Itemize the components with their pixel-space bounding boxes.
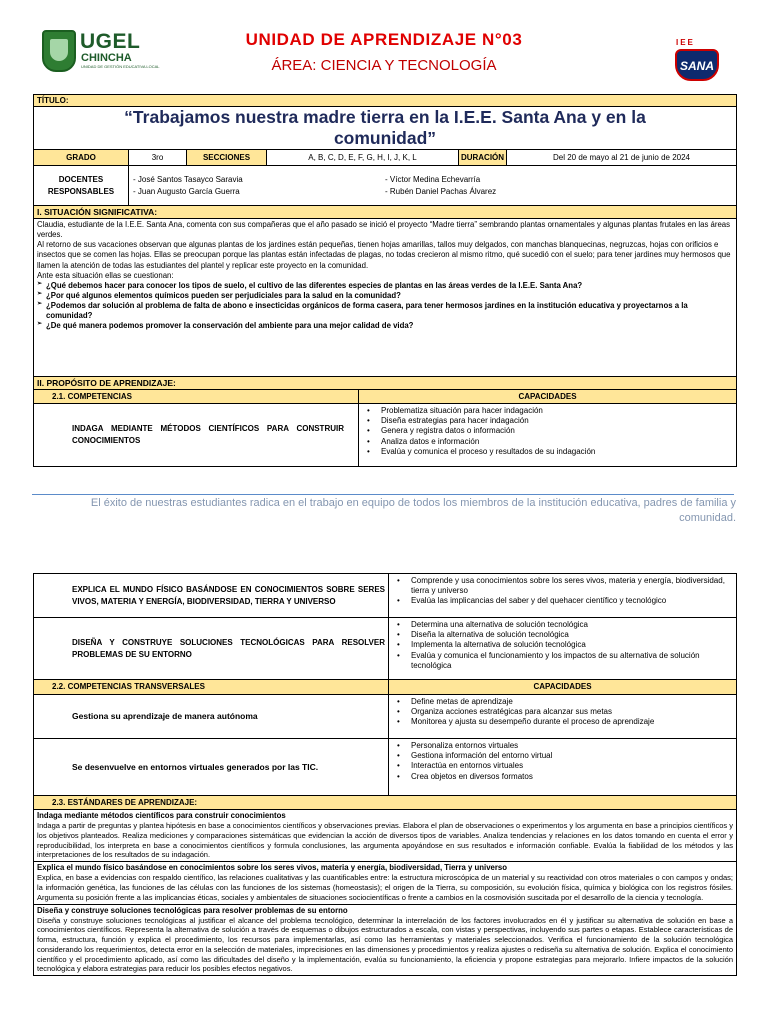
page-header (0, 0, 768, 92)
transversales-label: 2.2. COMPETENCIAS TRANSVERSALES (34, 680, 389, 695)
secciones-value: A, B, C, D, E, F, G, H, I, J, K, L (267, 150, 459, 166)
estandar-text: Indaga a partir de preguntas y plantea hipótesis en base a conocimientos científicos y observaciones previas. Elabora el plan de observaciones o experimentos y los argumenta en base a principios científicos y los objetivos planteados. Realiza mediciones y comparaciones sistemáticas que evidencian la acción de diversos tipos de variables. Analiza tendencias y relaciones en los datos tomando en cuenta el error y reproducibilidad, los interpreta en base a conocimientos científicos y formula conclusiones, las argumenta apoyándose en sus resultados e información confiable. Evalúa la fiabilidad de los métodos y las interpretaciones de los resultados de su indagación. (37, 821, 733, 860)
transversal-gestiona: Gestiona su aprendizaje de manera autónoma (34, 695, 389, 739)
footer-divider (32, 494, 734, 495)
capacidades-label-2: CAPACIDADES (389, 680, 737, 695)
duracion-label: DURACIÓN (459, 150, 507, 166)
capacidades-explica (389, 574, 737, 618)
school-logo-sana: SANA (679, 59, 714, 73)
docentes-label: DOCENTES RESPONSABLES (34, 166, 129, 206)
competencias-label: 2.1. COMPETENCIAS (34, 390, 359, 404)
ugel-logo-small: UNIDAD DE GESTIÓN EDUCATIVA LOCAL (81, 64, 160, 69)
capacidad-item: • Evalúa y comunica el funcionamiento y los impactos de su alternativa de solución tecnológica (389, 651, 736, 671)
capacidad-item: • Organiza acciones estratégicas para alcanzar sus metas (389, 707, 736, 717)
unit-main-title: “Trabajamos nuestra madre tierra en la I.E.E. Santa Ana y en la comunidad” (34, 107, 737, 150)
grado-label: GRADO (34, 150, 129, 166)
question-item: ➢ ¿De qué manera podemos promover la conservación del ambiente para una mejor calidad de vida? (37, 321, 733, 331)
capacidad-item: • Implementa la alternativa de solución tecnológica (389, 640, 736, 650)
secciones-label: SECCIONES (187, 150, 267, 166)
proposito-heading: II. PROPÓSITO DE APRENDIZAJE: (34, 377, 737, 390)
docente-name: - José Santos Tasayco Saravia (133, 174, 243, 184)
capacidad-item: • Interactúa en entornos virtuales (389, 761, 736, 771)
estandar-title: Explica el mundo físico basándose en conocimientos sobre los seres vivos, materia y energía, biodiversidad, Tierra y universo (37, 863, 508, 873)
grado-value: 3ro (129, 150, 187, 166)
transversal-tic: Se desenvuelve en entornos virtuales generados por las TIC. (34, 739, 389, 796)
estandares-label: 2.3. ESTÁNDARES DE APRENDIZAJE: (34, 796, 737, 810)
capacidad-item: • Personaliza entornos virtuales (389, 741, 736, 751)
estandar-explica (34, 862, 737, 904)
school-logo (672, 38, 722, 86)
school-logo-iee: IEE (676, 38, 695, 47)
situacion-body (34, 219, 737, 377)
footer-motto: El éxito de nuestras estudiantes radica en el trabajo en equipo de todos los miembros de la institución educativa, padres de familia y comunidad. (90, 497, 736, 524)
unit-table-page1 (33, 94, 737, 467)
estandar-disena (34, 904, 737, 976)
docente-name: - Juan Augusto García Guerra (133, 186, 240, 196)
unit-table-page2 (33, 573, 737, 976)
docente-name: - Rubén Daniel Pachas Álvarez (385, 186, 497, 196)
capacidades-disena (389, 618, 737, 680)
area-title: ÁREA: CIENCIA Y TECNOLOGÍA (271, 57, 497, 74)
question-item: ➢ ¿Podemos dar solución al problema de falta de abono e insecticidas orgánicos de forma casera, para tener hermosos jardines en la institución educativa y proyectarnos a la comunidad? (37, 301, 733, 321)
capacidad-item: • Crea objetos en diversos formatos (389, 772, 736, 782)
capacidad-item: • Genera y registra datos o información (359, 426, 736, 436)
capacidad-item: • Determina una alternativa de solución tecnológica (389, 620, 736, 630)
estandar-indaga (34, 810, 737, 862)
estandar-text: Diseña y construye soluciones tecnológicas al justificar el alcance del problema tecnológico, determinar la interrelación de los factores involucrados en él y justificar su alternativa de solución en base a conocimientos científicos. Representa la alternativa de solución a través de esquemas o dibujos estructurados a escala, con vistas y perspectivas, incluyendo sus partes o etapas. Establece características de forma, estructura, función y explica el procedimiento, los recursos para implementarlas, así como las herramientas y materiales seleccionados. Verifica el funcionamiento de la solución tecnológica considerando los requerimientos, detecta error en la selección de materiales, imprecisiones en las dimensiones y procedimientos y realiza ajustes o rediseña su alternativa de solución. Explica el conocimiento científico y el procedimiento aplicado, así como las dificultades del diseño y la implementación, evalúa su funcionamiento, la eficiencia y propone estrategias para mejorarlo. Infiere impactos de la solución tecnológica y elabora estrategias para reducir los posibles efectos negativos. (37, 915, 733, 974)
situacion-questions (37, 281, 733, 332)
docente-name: - Víctor Medina Echevarría (385, 174, 481, 184)
capacidades-label: CAPACIDADES (359, 390, 737, 404)
unit-title: UNIDAD DE APRENDIZAJE N°03 (245, 30, 523, 49)
capacidades-indaga (359, 404, 737, 467)
capacidad-item: • Monitorea y ajusta su desempeño durante el proceso de aprendizaje (389, 717, 736, 727)
situacion-heading: I. SITUACIÓN SIGNIFICATIVA: (34, 206, 737, 219)
question-item: ➢ ¿Por qué algunos elementos químicos pueden ser perjudiciales para la salud en la comunidad? (37, 291, 733, 301)
capacidad-item: • Analiza datos e información (359, 437, 736, 447)
capacidad-item: • Define metas de aprendizaje (389, 697, 736, 707)
situacion-paragraph: Ante esta situación ellas se cuestionan: (37, 270, 174, 280)
school-badge-icon (675, 49, 719, 81)
capacidad-item: • Gestiona información del entorno virtual (389, 751, 736, 761)
estandar-text: Explica, en base a evidencias con respaldo científico, las relaciones cualitativas y las cuantificables entre: la estructura microscópica de un material y su reactividad con otros materiales o con campos y ondas; la información genética, las funciones de las células con las funciones de los sistemas (homeostasis); el origen de la Tierra, su composición, su evolución física, química y biológica con los registros fósiles. Argumenta su posición frente a las implicancias éticas, sociales y ambientales de situaciones sociocientíficas o frente a cambios en la cosmovisión suscitada por el desarrollo de la ciencia y tecnología. (37, 873, 733, 902)
ugel-logo-title: UGEL (80, 30, 141, 53)
titulo-label: TÍTULO: (34, 95, 737, 107)
capacidad-item: • Comprende y usa conocimientos sobre los seres vivos, materia y energía, biodiversidad, tierra y universo (389, 576, 736, 596)
capacidades-tic (389, 739, 737, 796)
capacidad-item: • Diseña estrategias para hacer indagación (359, 416, 736, 426)
situacion-paragraph: Al retorno de sus vacaciones observan que algunas plantas de los jardines están pequeñas, tienen hojas amarillas, tallos muy delgados, con manchas blanquecinas, negruzcas, hojas con orificios e insectos que se comen las hojas. Ellas se preocupan porque las plantas están infectadas de plagas, no todas crecieron al mismo ritmo, qué sucedió con el suelo; para tener jardines muy hermosos que llamen la atención de todas las estudiantes del plantel y replicar este proyecto en la comunidad. (37, 240, 731, 270)
capacidades-gestiona (389, 695, 737, 739)
capacidad-item: • Problematiza situación para hacer indagación (359, 406, 736, 416)
estandar-title: Indaga mediante métodos científicos para construir conocimientos (37, 811, 286, 820)
duracion-value: Del 20 de mayo al 21 de junio de 2024 (507, 150, 737, 166)
competencia-disena: DISEÑA Y CONSTRUYE SOLUCIONES TECNOLÓGICAS PARA RESOLVER PROBLEMAS DE SU ENTORNO (34, 618, 389, 680)
capacidad-item: • Evalúa y comunica el proceso y resultados de su indagación (359, 447, 736, 457)
situacion-paragraph: Claudia, estudiante de la I.E.E. Santa Ana, comenta con sus compañeras que el año pasado se inició el proyecto “Madre tierra” sembrando plantas ornamentales y algunas plantas frutales en las áreas verdes. (37, 220, 731, 240)
estandar-title: Diseña y construye soluciones tecnológicas para resolver problemas de su entorno (37, 905, 348, 915)
competencia-indaga: INDAGA MEDIANTE MÉTODOS CIENTÍFICOS PARA CONSTRUIR CONOCIMIENTOS (34, 404, 359, 467)
capacidad-item: • Evalúa las implicancias del saber y del quehacer científico y tecnológico (389, 596, 736, 606)
capacidad-item: • Diseña la alternativa de solución tecnológica (389, 630, 736, 640)
competencia-explica: EXPLICA EL MUNDO FÍSICO BASÁNDOSE EN CONOCIMIENTOS SOBRE SERES VIVOS, MATERIA Y ENERGÍA, BIODIVERSIDAD, TIERRA Y UNIVERSO (34, 574, 389, 618)
docentes-list (129, 166, 737, 206)
question-item: ➢ ¿Qué debemos hacer para conocer los tipos de suelo, el cultivo de las diferentes especies de plantas en las áreas verdes de la I.E.E. Santa Ana? (37, 281, 733, 291)
ugel-logo-subtitle: CHINCHA (81, 52, 132, 64)
